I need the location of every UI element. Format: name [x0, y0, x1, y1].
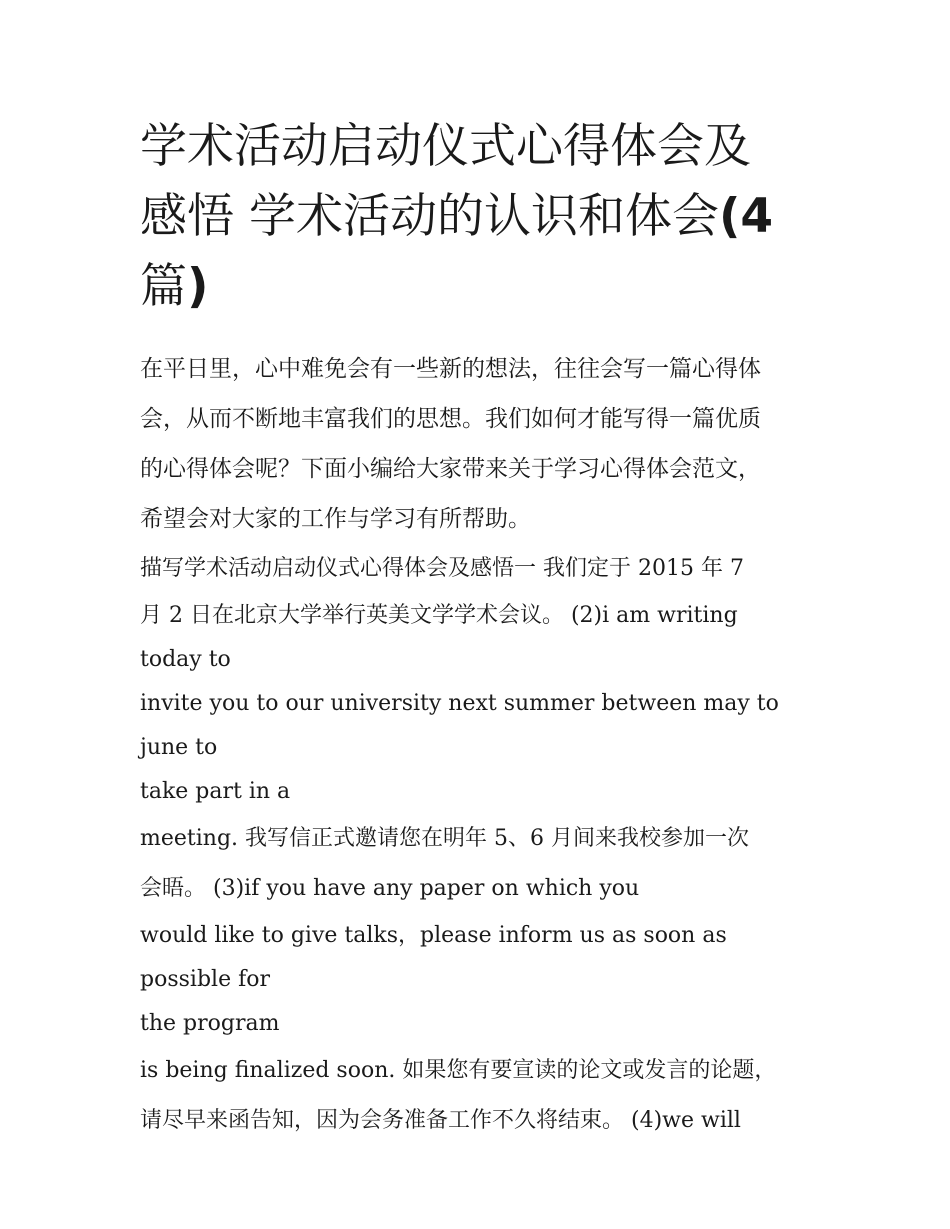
title-line-1: 学术活动启动仪式心得体会及: [140, 119, 751, 174]
body-line: 月 2 日在北京大学举行英美文学学术会议。 (2)i am writing: [140, 603, 738, 628]
intro-line: 希望会对大家的工作与学习有所帮助。: [140, 506, 531, 532]
document-title: [140, 112, 812, 322]
body-line: invite you to our university next summer between may to june to: [140, 691, 779, 760]
body-line: take part in a: [140, 779, 291, 804]
document-page: [140, 112, 812, 1146]
body-line: the program: [140, 1011, 280, 1036]
intro-line: 在平日里，心中难免会有一些新的想法，往往会写一篇心得体: [140, 356, 761, 382]
body-line: meeting. 我写信正式邀请您在明年 5、6 月间来我校参加一次: [140, 826, 749, 851]
body-line: 描写学术活动启动仪式心得体会及感悟一 我们定于 2015 年 7: [140, 556, 744, 581]
body-line: today to: [140, 647, 231, 672]
body-line: 请尽早来函告知，因为会务准备工作不久将结束。 (4)we will: [140, 1108, 741, 1133]
intro-line: 的心得体会呢？下面小编给大家带来关于学习心得体会范文，: [140, 456, 761, 482]
body-paragraph: [140, 544, 812, 1146]
intro-paragraph: [140, 344, 812, 544]
title-line-2: 感悟 学术活动的认识和体会: [140, 189, 719, 244]
title-line-2-count: (4: [718, 189, 774, 244]
intro-line: 会，从而不断地丰富我们的思想。我们如何才能写得一篇优质: [140, 406, 761, 432]
body-line: is being finalized soon. 如果您有要宣读的论文或发言的论题，: [140, 1058, 777, 1083]
title-line-3: 篇: [140, 259, 187, 314]
body-line: would like to give talks，please inform us as soon as possible for: [140, 923, 727, 992]
body-line: 会晤。 (3)if you have any paper on which you: [140, 876, 640, 901]
title-line-3-paren: ): [187, 259, 209, 314]
